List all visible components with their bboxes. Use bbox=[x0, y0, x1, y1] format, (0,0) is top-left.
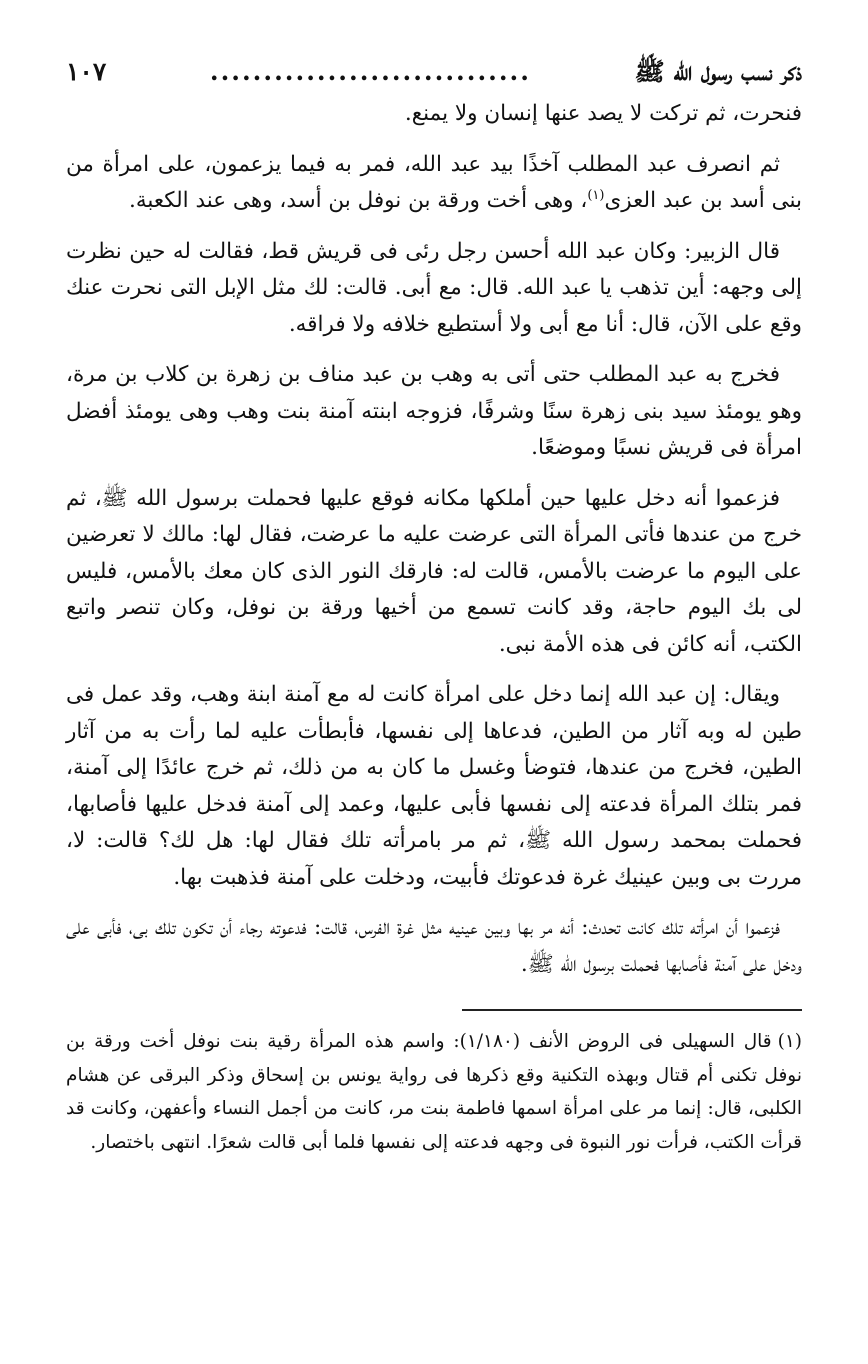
page-number: ١٠٧ bbox=[66, 57, 107, 86]
footnote-marker: (١) bbox=[587, 187, 605, 203]
paragraph-5: فزعموا أنه دخل عليها حين أملكها مكانه فوقع عليها فحملت برسول الله ﷺ، ثم خرج من عندها فأتى المرأة التى عرضت عليه ما عرضت، فقال لها: مالك لا تعرضين على اليوم ما عرضت بالأمس، قالت له: فارقك النور الذى كان معك بالأمس، فليس لى بك اليوم حاجة، وقد كانت تسمع من أخيها ورقة بن نوفل، وكان تنصر واتبع الكتب، أنه كائن فى هذه الأمة نبى. bbox=[66, 485, 802, 657]
footnote bbox=[66, 1025, 802, 1159]
header-leader-dots: .............................. bbox=[209, 57, 531, 86]
chapter-title: ذكر نسب رسول الله ﷺ bbox=[634, 57, 802, 86]
paragraph-2-continuation: ، وهى أخت ورقة بن نوفل بن أسد، وهى عند الكعبة. bbox=[129, 188, 588, 213]
paragraph-2 bbox=[66, 147, 802, 220]
running-header bbox=[66, 52, 802, 96]
paragraph-2-text: ثم انصرف عبد المطلب آخذًا بيد عبد الله، فمر به فيما يزعمون، على امرأة من بنى أسد بن عبد العزى bbox=[66, 151, 802, 213]
footnote-separator bbox=[462, 1009, 802, 1011]
footnote-paragraph bbox=[66, 1025, 802, 1159]
paragraph-1: فنحرت، ثم تركت لا يصد عنها إنسان ولا يمنع. bbox=[404, 101, 802, 126]
paragraph-6: ويقال: إن عبد الله إنما دخل على امرأة كانت له مع آمنة ابنة وهب، وقد عمل فى طين له وبه آثار من الطين، فدعاها إلى نفسها، فأبطأت عليه لما رأت به من آثار الطين، فخرج من عندها، فتوضأ وغسل ما كان به من ذلك، ثم خرج عائدًا إلى آمنة، فمر بتلك المرأة فدعته إلى نفسها فأبى عليها، وعمد إلى آمنة فدخل عليها فأصابها، فحملت بمحمد رسول الله ﷺ، ثم مر بامرأته تلك فقال لها: هل لك؟ قالت: لا، مررت بى وبين عينيك غرة فدعوتك فأبيت، ودخلت على آمنة فذهبت بها. bbox=[66, 682, 802, 890]
footnote-number: (١) bbox=[777, 1031, 802, 1052]
footnote-text: قال السهيلى فى الروض الأنف (١/١٨٠): واسم هذه المرأة رقية بنت نوفل أخت ورقة بن نوفل تكنى أم قتال وبهذه التكنية وقع ذكرها فى رواية يونس بن إسحاق وذكر البرقى عن هشام الكلبى، قال: إنما مر على امرأة اسمها فاطمة بنت مر، كانت من أجمل النساء وأعفهن، وكانت قد قرأت الكتب، فرأت نور النبوة فى وجهه فدعته إلى نفسها فلما أبى قالت شعرًا. انتهى باختصار. bbox=[66, 1031, 802, 1153]
paragraph-4: فخرج به عبد المطلب حتى أتى به وهب بن عبد مناف بن زهرة بن كلاب بن مرة، وهو يومئذ سيد بنى زهرة سنًا وشرفًا، فزوجه ابنته آمنة بنت وهب وهى يومئذ أفضل امرأة فى قريش نسبًا وموضعًا. bbox=[66, 362, 802, 460]
main-text bbox=[66, 96, 802, 983]
paragraph-3: قال الزبير: وكان عبد الله أحسن رجل رئى فى قريش قط، فقالت له حين نظرت إلى وجهه: أين تذهب يا عبد الله. قال: مع أبى. قالت: لك مثل الإبل التى نحرت عنك وقع على الآن، قال: أنا مع أبى ولا أستطيع خلافه ولا فراقه. bbox=[66, 238, 802, 337]
paragraph-7: فزعموا أن امرأته تلك كانت تحدث: أنه مر بها وبين عينيه مثل غرة الفرس، قالت: فدعوته رجاء أن تكون تلك بى، فأبى على ودخل على آمنة فأصابها فحملت برسول الله ﷺ. bbox=[66, 915, 802, 977]
